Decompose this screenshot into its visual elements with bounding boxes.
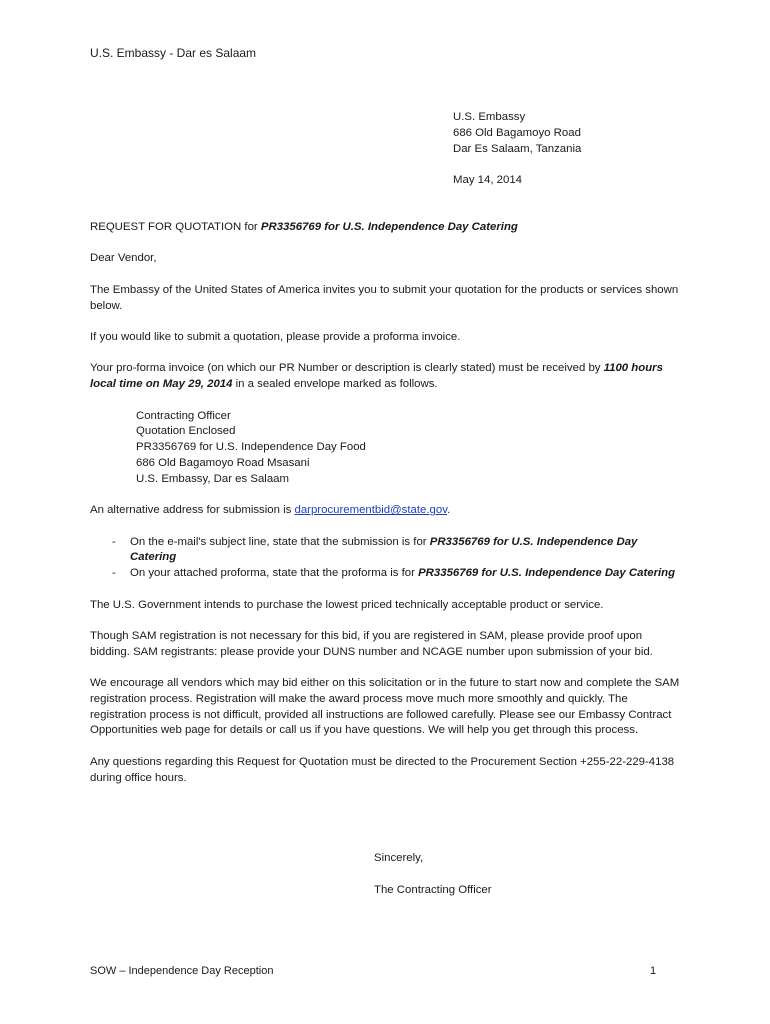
list-item-emphasis: PR3356769 for U.S. Independence Day Catering bbox=[418, 567, 676, 580]
sign-off: Sincerely, bbox=[374, 852, 424, 864]
paragraph-sam: Though SAM registration is not necessary for this bid, if you are registered in SAM, please provide proof upon bidding. SAM registrants: please provide your DUNS number and NCAGE number upon submission of your bid. bbox=[90, 629, 653, 658]
deadline-text-end: in a sealed envelope marked as follows. bbox=[232, 378, 438, 391]
envelope-line: Contracting Officer bbox=[136, 409, 231, 422]
address-line: Dar Es Salaam, Tanzania bbox=[453, 142, 582, 155]
paragraph-encourage: We encourage all vendors which may bid either on this solicitation or in the future to start now and complete the SAM registration process. Registration will make the award process move much more smoothly and quickly. The registration process is not difficult, provided all instructions are followed carefully. Please see our Embassy Contract Opportunities web page for details or call us if you have questions. We will help you get through this process. bbox=[90, 677, 680, 737]
deadline-text: Your pro-forma invoice (on which our PR Number or description is clearly stated) must be received by bbox=[90, 362, 604, 375]
envelope-line: PR3356769 for U.S. Independence Day Food bbox=[136, 441, 366, 454]
subject-emphasis: PR3356769 for U.S. Independence Day Catering bbox=[260, 221, 518, 233]
address-line: U.S. Embassy bbox=[453, 111, 526, 123]
paragraph-invite: The Embassy of the United States of America invites you to submit your quotation for the products or services shown below. bbox=[90, 283, 679, 312]
envelope-line: 686 Old Bagamoyo Road Msasani bbox=[136, 456, 310, 469]
letter-body bbox=[90, 220, 680, 802]
signatory: The Contracting Officer bbox=[374, 883, 492, 896]
envelope-marking bbox=[136, 409, 680, 488]
paragraph-deadline bbox=[90, 361, 680, 393]
paragraph-proforma: If you would like to submit a quotation, please provide a proforma invoice. bbox=[90, 330, 461, 343]
list-item bbox=[90, 535, 680, 567]
alt-text: An alternative address for submission is bbox=[90, 504, 295, 517]
paragraph-questions: Any questions regarding this Request for Quotation must be directed to the Procurement Section +255-22-229-4138 during office hours. bbox=[90, 755, 675, 784]
sender-address bbox=[453, 110, 581, 157]
list-item-text: On the e-mail's subject line, state that the submission is for bbox=[130, 535, 430, 548]
letter-date: May 14, 2014 bbox=[453, 174, 523, 186]
alt-text-end: . bbox=[447, 504, 451, 517]
salutation: Dear Vendor, bbox=[90, 252, 157, 265]
subject-line bbox=[90, 220, 680, 236]
dash-bullet: - bbox=[112, 567, 116, 580]
envelope-line: Quotation Enclosed bbox=[136, 425, 236, 438]
envelope-line: U.S. Embassy, Dar es Salaam bbox=[136, 472, 289, 485]
closing-block bbox=[374, 851, 492, 898]
paragraph-intent: The U.S. Government intends to purchase the lowest priced technically acceptable product or service. bbox=[90, 598, 604, 611]
list-item-emphasis: PR3356769 for U.S. Independence Day Catering bbox=[130, 535, 638, 564]
closing-spacer bbox=[374, 867, 492, 883]
paragraph-alternative-address bbox=[90, 503, 680, 519]
list-item-text: On your attached proforma, state that the proforma is for bbox=[130, 567, 419, 580]
list-item bbox=[90, 566, 680, 582]
submission-instructions bbox=[90, 535, 680, 582]
footer-title: SOW – Independence Day Reception bbox=[90, 965, 274, 977]
address-line: 686 Old Bagamoyo Road bbox=[453, 126, 581, 139]
subject-prefix: REQUEST FOR QUOTATION for bbox=[90, 221, 261, 233]
deadline-emphasis: 1100 hours local time on May 29, 2014 bbox=[90, 362, 663, 391]
running-header: U.S. Embassy - Dar es Salaam bbox=[90, 46, 257, 60]
email-link[interactable]: darprocurementbid@state.gov bbox=[294, 504, 448, 517]
page-number: 1 bbox=[650, 965, 657, 977]
dash-bullet: - bbox=[112, 535, 116, 548]
